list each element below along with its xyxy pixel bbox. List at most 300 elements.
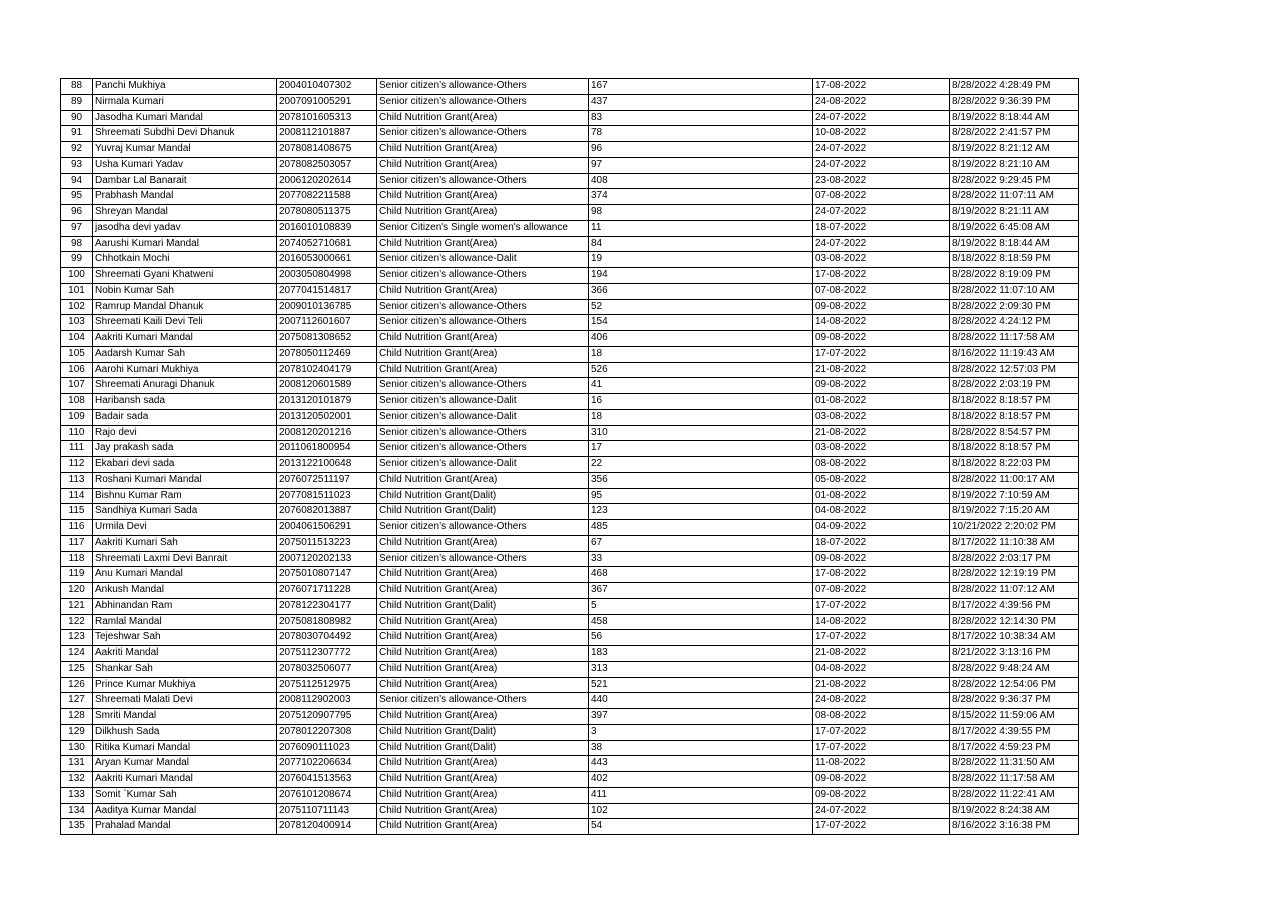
amount-cell: 11	[589, 220, 813, 236]
id-number-cell: 2007112601607	[277, 315, 377, 331]
id-number-cell: 2078081408675	[277, 142, 377, 158]
id-number-cell: 2078030704492	[277, 630, 377, 646]
beneficiary-table	[60, 78, 1079, 835]
table-row	[61, 362, 1079, 378]
amount-cell: 54	[589, 819, 813, 835]
amount-cell: 67	[589, 535, 813, 551]
amount-cell: 123	[589, 504, 813, 520]
table-row	[61, 236, 1079, 252]
id-number-cell: 2076072511197	[277, 472, 377, 488]
table-row	[61, 126, 1079, 142]
timestamp-cell: 8/28/2022 9:48:24 AM	[950, 661, 1079, 677]
date-cell: 09-08-2022	[813, 331, 950, 347]
timestamp-cell: 8/28/2022 11:07:12 AM	[950, 583, 1079, 599]
serial-number-cell: 98	[61, 236, 93, 252]
serial-number-cell: 88	[61, 79, 93, 95]
amount-cell: 167	[589, 79, 813, 95]
name-cell: Shreemati Anuragi Dhanuk	[93, 378, 277, 394]
amount-cell: 374	[589, 189, 813, 205]
serial-number-cell: 125	[61, 661, 93, 677]
amount-cell: 97	[589, 157, 813, 173]
serial-number-cell: 111	[61, 441, 93, 457]
name-cell: Ankush Mandal	[93, 583, 277, 599]
name-cell: jasodha devi yadav	[93, 220, 277, 236]
timestamp-cell: 8/28/2022 8:54:57 PM	[950, 425, 1079, 441]
program-cell: Child Nutrition Grant(Dalit)	[377, 740, 589, 756]
name-cell: Shreemati Laxmi Devi Banrait	[93, 551, 277, 567]
date-cell: 24-08-2022	[813, 693, 950, 709]
amount-cell: 485	[589, 520, 813, 536]
serial-number-cell: 110	[61, 425, 93, 441]
timestamp-cell: 8/18/2022 8:18:57 PM	[950, 441, 1079, 457]
table-row	[61, 268, 1079, 284]
date-cell: 17-07-2022	[813, 598, 950, 614]
id-number-cell: 2078050112469	[277, 346, 377, 362]
table-row	[61, 252, 1079, 268]
serial-number-cell: 93	[61, 157, 93, 173]
timestamp-cell: 8/28/2022 2:09:30 PM	[950, 299, 1079, 315]
timestamp-cell: 8/28/2022 4:28:49 PM	[950, 79, 1079, 95]
name-cell: Nobin Kumar Sah	[93, 283, 277, 299]
serial-number-cell: 119	[61, 567, 93, 583]
date-cell: 07-08-2022	[813, 283, 950, 299]
date-cell: 01-08-2022	[813, 394, 950, 410]
amount-cell: 366	[589, 283, 813, 299]
serial-number-cell: 120	[61, 583, 93, 599]
id-number-cell: 2077041514817	[277, 283, 377, 299]
program-cell: Senior citizen’s allowance-Dalit	[377, 409, 589, 425]
id-number-cell: 2013120502001	[277, 409, 377, 425]
serial-number-cell: 103	[61, 315, 93, 331]
date-cell: 17-08-2022	[813, 567, 950, 583]
table-row	[61, 772, 1079, 788]
timestamp-cell: 8/28/2022 2:03:17 PM	[950, 551, 1079, 567]
serial-number-cell: 92	[61, 142, 93, 158]
id-number-cell: 2076041513563	[277, 772, 377, 788]
date-cell: 14-08-2022	[813, 614, 950, 630]
amount-cell: 154	[589, 315, 813, 331]
id-number-cell: 2078122304177	[277, 598, 377, 614]
timestamp-cell: 8/28/2022 11:31:50 AM	[950, 756, 1079, 772]
table-row	[61, 110, 1079, 126]
id-number-cell: 2075081808982	[277, 614, 377, 630]
name-cell: Aakriti Kumari Mandal	[93, 772, 277, 788]
table-row	[61, 520, 1079, 536]
timestamp-cell: 8/19/2022 8:18:44 AM	[950, 110, 1079, 126]
serial-number-cell: 129	[61, 724, 93, 740]
timestamp-cell: 8/17/2022 4:39:55 PM	[950, 724, 1079, 740]
table-row	[61, 79, 1079, 95]
program-cell: Senior citizen’s allowance-Others	[377, 299, 589, 315]
id-number-cell: 2078080511375	[277, 205, 377, 221]
id-number-cell: 2077082211588	[277, 189, 377, 205]
name-cell: Aakriti Kumari Sah	[93, 535, 277, 551]
date-cell: 21-08-2022	[813, 677, 950, 693]
id-number-cell: 2074052710681	[277, 236, 377, 252]
name-cell: Ramrup Mandal Dhanuk	[93, 299, 277, 315]
name-cell: Aakriti Kumari Mandal	[93, 331, 277, 347]
amount-cell: 98	[589, 205, 813, 221]
table-row	[61, 819, 1079, 835]
table-row	[61, 331, 1079, 347]
timestamp-cell: 8/19/2022 8:21:12 AM	[950, 142, 1079, 158]
program-cell: Senior citizen’s allowance-Others	[377, 173, 589, 189]
amount-cell: 3	[589, 724, 813, 740]
date-cell: 18-07-2022	[813, 220, 950, 236]
serial-number-cell: 115	[61, 504, 93, 520]
date-cell: 04-09-2022	[813, 520, 950, 536]
table-row	[61, 409, 1079, 425]
amount-cell: 22	[589, 457, 813, 473]
date-cell: 01-08-2022	[813, 488, 950, 504]
name-cell: Prahalad Mandal	[93, 819, 277, 835]
table-row	[61, 740, 1079, 756]
id-number-cell: 2077102206634	[277, 756, 377, 772]
date-cell: 21-08-2022	[813, 362, 950, 378]
program-cell: Child Nutrition Grant(Area)	[377, 236, 589, 252]
amount-cell: 437	[589, 94, 813, 110]
timestamp-cell: 8/28/2022 11:00:17 AM	[950, 472, 1079, 488]
table-row	[61, 457, 1079, 473]
timestamp-cell: 8/17/2022 4:39:56 PM	[950, 598, 1079, 614]
program-cell: Senior citizen’s allowance-Others	[377, 520, 589, 536]
program-cell: Senior citizen’s allowance-Dalit	[377, 394, 589, 410]
id-number-cell: 2013122100648	[277, 457, 377, 473]
id-number-cell: 2004010407302	[277, 79, 377, 95]
table-row	[61, 283, 1079, 299]
date-cell: 11-08-2022	[813, 756, 950, 772]
table-row	[61, 394, 1079, 410]
table-row	[61, 346, 1079, 362]
name-cell: Usha Kumari Yadav	[93, 157, 277, 173]
serial-number-cell: 124	[61, 646, 93, 662]
program-cell: Senior citizen’s allowance-Others	[377, 693, 589, 709]
timestamp-cell: 8/28/2022 11:22:41 AM	[950, 787, 1079, 803]
date-cell: 17-07-2022	[813, 724, 950, 740]
program-cell: Child Nutrition Grant(Area)	[377, 614, 589, 630]
serial-number-cell: 113	[61, 472, 93, 488]
timestamp-cell: 8/18/2022 8:18:59 PM	[950, 252, 1079, 268]
table-row	[61, 299, 1079, 315]
table-row	[61, 756, 1079, 772]
serial-number-cell: 117	[61, 535, 93, 551]
name-cell: Yuvraj Kumar Mandal	[93, 142, 277, 158]
id-number-cell: 2075011513223	[277, 535, 377, 551]
amount-cell: 95	[589, 488, 813, 504]
name-cell: Tejeshwar Sah	[93, 630, 277, 646]
serial-number-cell: 90	[61, 110, 93, 126]
name-cell: Badair sada	[93, 409, 277, 425]
date-cell: 05-08-2022	[813, 472, 950, 488]
timestamp-cell: 8/28/2022 2:41:57 PM	[950, 126, 1079, 142]
timestamp-cell: 8/19/2022 8:24:38 AM	[950, 803, 1079, 819]
id-number-cell: 2076082013887	[277, 504, 377, 520]
id-number-cell: 2016010108839	[277, 220, 377, 236]
table-row	[61, 693, 1079, 709]
serial-number-cell: 134	[61, 803, 93, 819]
table-row	[61, 441, 1079, 457]
table-body	[61, 79, 1079, 835]
amount-cell: 19	[589, 252, 813, 268]
amount-cell: 356	[589, 472, 813, 488]
date-cell: 17-07-2022	[813, 630, 950, 646]
amount-cell: 367	[589, 583, 813, 599]
timestamp-cell: 8/28/2022 11:17:58 AM	[950, 772, 1079, 788]
program-cell: Child Nutrition Grant(Area)	[377, 709, 589, 725]
id-number-cell: 2009010136785	[277, 299, 377, 315]
timestamp-cell: 8/19/2022 8:18:44 AM	[950, 236, 1079, 252]
table-row	[61, 630, 1079, 646]
date-cell: 07-08-2022	[813, 189, 950, 205]
amount-cell: 194	[589, 268, 813, 284]
serial-number-cell: 101	[61, 283, 93, 299]
id-number-cell: 2075112307772	[277, 646, 377, 662]
timestamp-cell: 8/16/2022 11:19:43 AM	[950, 346, 1079, 362]
serial-number-cell: 108	[61, 394, 93, 410]
id-number-cell: 2007091005291	[277, 94, 377, 110]
program-cell: Senior citizen’s allowance-Dalit	[377, 457, 589, 473]
id-number-cell: 2011061800954	[277, 441, 377, 457]
timestamp-cell: 8/28/2022 11:07:11 AM	[950, 189, 1079, 205]
program-cell: Senior citizen’s allowance-Others	[377, 378, 589, 394]
amount-cell: 102	[589, 803, 813, 819]
name-cell: Jay prakash sada	[93, 441, 277, 457]
timestamp-cell: 8/18/2022 8:18:57 PM	[950, 409, 1079, 425]
name-cell: Panchi Mukhiya	[93, 79, 277, 95]
table-row	[61, 567, 1079, 583]
serial-number-cell: 122	[61, 614, 93, 630]
serial-number-cell: 133	[61, 787, 93, 803]
table-row	[61, 551, 1079, 567]
timestamp-cell: 8/18/2022 8:18:57 PM	[950, 394, 1079, 410]
name-cell: Aaditya Kumar Mandal	[93, 803, 277, 819]
amount-cell: 33	[589, 551, 813, 567]
serial-number-cell: 94	[61, 173, 93, 189]
timestamp-cell: 8/17/2022 11:10:38 AM	[950, 535, 1079, 551]
name-cell: Smriti Mandal	[93, 709, 277, 725]
name-cell: Aryan Kumar Mandal	[93, 756, 277, 772]
id-number-cell: 2077081511023	[277, 488, 377, 504]
date-cell: 17-08-2022	[813, 268, 950, 284]
program-cell: Child Nutrition Grant(Area)	[377, 283, 589, 299]
timestamp-cell: 10/21/2022 2:20:02 PM	[950, 520, 1079, 536]
timestamp-cell: 8/18/2022 8:22:03 PM	[950, 457, 1079, 473]
amount-cell: 18	[589, 409, 813, 425]
amount-cell: 406	[589, 331, 813, 347]
amount-cell: 16	[589, 394, 813, 410]
amount-cell: 17	[589, 441, 813, 457]
serial-number-cell: 126	[61, 677, 93, 693]
id-number-cell: 2006120202614	[277, 173, 377, 189]
id-number-cell: 2075120907795	[277, 709, 377, 725]
serial-number-cell: 109	[61, 409, 93, 425]
id-number-cell: 2008120201216	[277, 425, 377, 441]
name-cell: Urmila Devi	[93, 520, 277, 536]
amount-cell: 83	[589, 110, 813, 126]
amount-cell: 183	[589, 646, 813, 662]
program-cell: Child Nutrition Grant(Area)	[377, 583, 589, 599]
date-cell: 23-08-2022	[813, 173, 950, 189]
serial-number-cell: 102	[61, 299, 93, 315]
date-cell: 03-08-2022	[813, 441, 950, 457]
name-cell: Dilkhush Sada	[93, 724, 277, 740]
program-cell: Child Nutrition Grant(Area)	[377, 677, 589, 693]
table-row	[61, 598, 1079, 614]
amount-cell: 313	[589, 661, 813, 677]
program-cell: Child Nutrition Grant(Area)	[377, 157, 589, 173]
program-cell: Child Nutrition Grant(Area)	[377, 756, 589, 772]
serial-number-cell: 132	[61, 772, 93, 788]
program-cell: Senior citizen’s allowance-Others	[377, 315, 589, 331]
name-cell: Aarushi Kumari Mandal	[93, 236, 277, 252]
table-row	[61, 787, 1079, 803]
serial-number-cell: 121	[61, 598, 93, 614]
table-row	[61, 94, 1079, 110]
name-cell: Abhinandan Ram	[93, 598, 277, 614]
id-number-cell: 2076090111023	[277, 740, 377, 756]
serial-number-cell: 116	[61, 520, 93, 536]
program-cell: Child Nutrition Grant(Area)	[377, 110, 589, 126]
id-number-cell: 2075010807147	[277, 567, 377, 583]
name-cell: Shreemati Malati Devi	[93, 693, 277, 709]
serial-number-cell: 106	[61, 362, 93, 378]
id-number-cell: 2078102404179	[277, 362, 377, 378]
date-cell: 17-07-2022	[813, 740, 950, 756]
timestamp-cell: 8/28/2022 8:19:09 PM	[950, 268, 1079, 284]
id-number-cell: 2075112512975	[277, 677, 377, 693]
date-cell: 08-08-2022	[813, 457, 950, 473]
table-row	[61, 378, 1079, 394]
id-number-cell: 2078032506077	[277, 661, 377, 677]
timestamp-cell: 8/19/2022 7:15:20 AM	[950, 504, 1079, 520]
serial-number-cell: 96	[61, 205, 93, 221]
serial-number-cell: 104	[61, 331, 93, 347]
date-cell: 08-08-2022	[813, 709, 950, 725]
date-cell: 09-08-2022	[813, 299, 950, 315]
program-cell: Senior citizen’s allowance-Others	[377, 126, 589, 142]
timestamp-cell: 8/28/2022 9:29:45 PM	[950, 173, 1079, 189]
program-cell: Child Nutrition Grant(Area)	[377, 772, 589, 788]
date-cell: 03-08-2022	[813, 252, 950, 268]
table-row	[61, 205, 1079, 221]
serial-number-cell: 105	[61, 346, 93, 362]
serial-number-cell: 99	[61, 252, 93, 268]
amount-cell: 411	[589, 787, 813, 803]
amount-cell: 41	[589, 378, 813, 394]
timestamp-cell: 8/19/2022 6:45:08 AM	[950, 220, 1079, 236]
date-cell: 24-08-2022	[813, 94, 950, 110]
date-cell: 24-07-2022	[813, 142, 950, 158]
date-cell: 17-07-2022	[813, 819, 950, 835]
name-cell: Aadarsh Kumar Sah	[93, 346, 277, 362]
timestamp-cell: 8/28/2022 2:03:19 PM	[950, 378, 1079, 394]
amount-cell: 402	[589, 772, 813, 788]
table-row	[61, 189, 1079, 205]
table-row	[61, 504, 1079, 520]
program-cell: Senior Citizen's Single women's allowance	[377, 220, 589, 236]
program-cell: Senior citizen’s allowance-Others	[377, 551, 589, 567]
serial-number-cell: 128	[61, 709, 93, 725]
amount-cell: 458	[589, 614, 813, 630]
serial-number-cell: 91	[61, 126, 93, 142]
table-row	[61, 142, 1079, 158]
name-cell: Jasodha Kumari Mandal	[93, 110, 277, 126]
date-cell: 03-08-2022	[813, 409, 950, 425]
timestamp-cell: 8/28/2022 12:19:19 PM	[950, 567, 1079, 583]
name-cell: Aarohi Kumari Mukhiya	[93, 362, 277, 378]
timestamp-cell: 8/19/2022 7:10:59 AM	[950, 488, 1079, 504]
id-number-cell: 2016053000661	[277, 252, 377, 268]
program-cell: Child Nutrition Grant(Dalit)	[377, 598, 589, 614]
name-cell: Roshani Kumari Mandal	[93, 472, 277, 488]
table-row	[61, 488, 1079, 504]
amount-cell: 408	[589, 173, 813, 189]
timestamp-cell: 8/28/2022 12:57:03 PM	[950, 362, 1079, 378]
program-cell: Child Nutrition Grant(Area)	[377, 803, 589, 819]
name-cell: Chhotkain Mochi	[93, 252, 277, 268]
table-row	[61, 614, 1079, 630]
name-cell: Shreemati Subdhi Devi Dhanuk	[93, 126, 277, 142]
name-cell: Ritika Kumari Mandal	[93, 740, 277, 756]
name-cell: Prince Kumar Mukhiya	[93, 677, 277, 693]
table-row	[61, 220, 1079, 236]
program-cell: Child Nutrition Grant(Area)	[377, 535, 589, 551]
timestamp-cell: 8/21/2022 3:13:16 PM	[950, 646, 1079, 662]
serial-number-cell: 107	[61, 378, 93, 394]
timestamp-cell: 8/28/2022 9:36:37 PM	[950, 693, 1079, 709]
serial-number-cell: 114	[61, 488, 93, 504]
id-number-cell: 2008120601589	[277, 378, 377, 394]
amount-cell: 84	[589, 236, 813, 252]
name-cell: Somit `Kumar Sah	[93, 787, 277, 803]
amount-cell: 96	[589, 142, 813, 158]
name-cell: Prabhash Mandal	[93, 189, 277, 205]
table-row	[61, 472, 1079, 488]
date-cell: 17-08-2022	[813, 79, 950, 95]
date-cell: 09-08-2022	[813, 787, 950, 803]
program-cell: Child Nutrition Grant(Area)	[377, 646, 589, 662]
serial-number-cell: 100	[61, 268, 93, 284]
id-number-cell: 2003050804998	[277, 268, 377, 284]
id-number-cell: 2076071711228	[277, 583, 377, 599]
table-row	[61, 661, 1079, 677]
serial-number-cell: 112	[61, 457, 93, 473]
timestamp-cell: 8/28/2022 11:17:58 AM	[950, 331, 1079, 347]
program-cell: Child Nutrition Grant(Area)	[377, 472, 589, 488]
table-row	[61, 803, 1079, 819]
table-row	[61, 724, 1079, 740]
table-row	[61, 535, 1079, 551]
timestamp-cell: 8/15/2022 11:59:06 AM	[950, 709, 1079, 725]
serial-number-cell: 95	[61, 189, 93, 205]
table-row	[61, 709, 1079, 725]
serial-number-cell: 118	[61, 551, 93, 567]
timestamp-cell: 8/17/2022 10:38:34 AM	[950, 630, 1079, 646]
id-number-cell: 2008112101887	[277, 126, 377, 142]
name-cell: Ramlal Mandal	[93, 614, 277, 630]
date-cell: 24-07-2022	[813, 205, 950, 221]
timestamp-cell: 8/28/2022 12:54:06 PM	[950, 677, 1079, 693]
amount-cell: 52	[589, 299, 813, 315]
id-number-cell: 2075081308652	[277, 331, 377, 347]
program-cell: Senior citizen’s allowance-Others	[377, 425, 589, 441]
date-cell: 09-08-2022	[813, 378, 950, 394]
amount-cell: 440	[589, 693, 813, 709]
name-cell: Aakriti Mandal	[93, 646, 277, 662]
program-cell: Senior citizen’s allowance-Others	[377, 94, 589, 110]
program-cell: Child Nutrition Grant(Area)	[377, 630, 589, 646]
timestamp-cell: 8/16/2022 3:16:38 PM	[950, 819, 1079, 835]
